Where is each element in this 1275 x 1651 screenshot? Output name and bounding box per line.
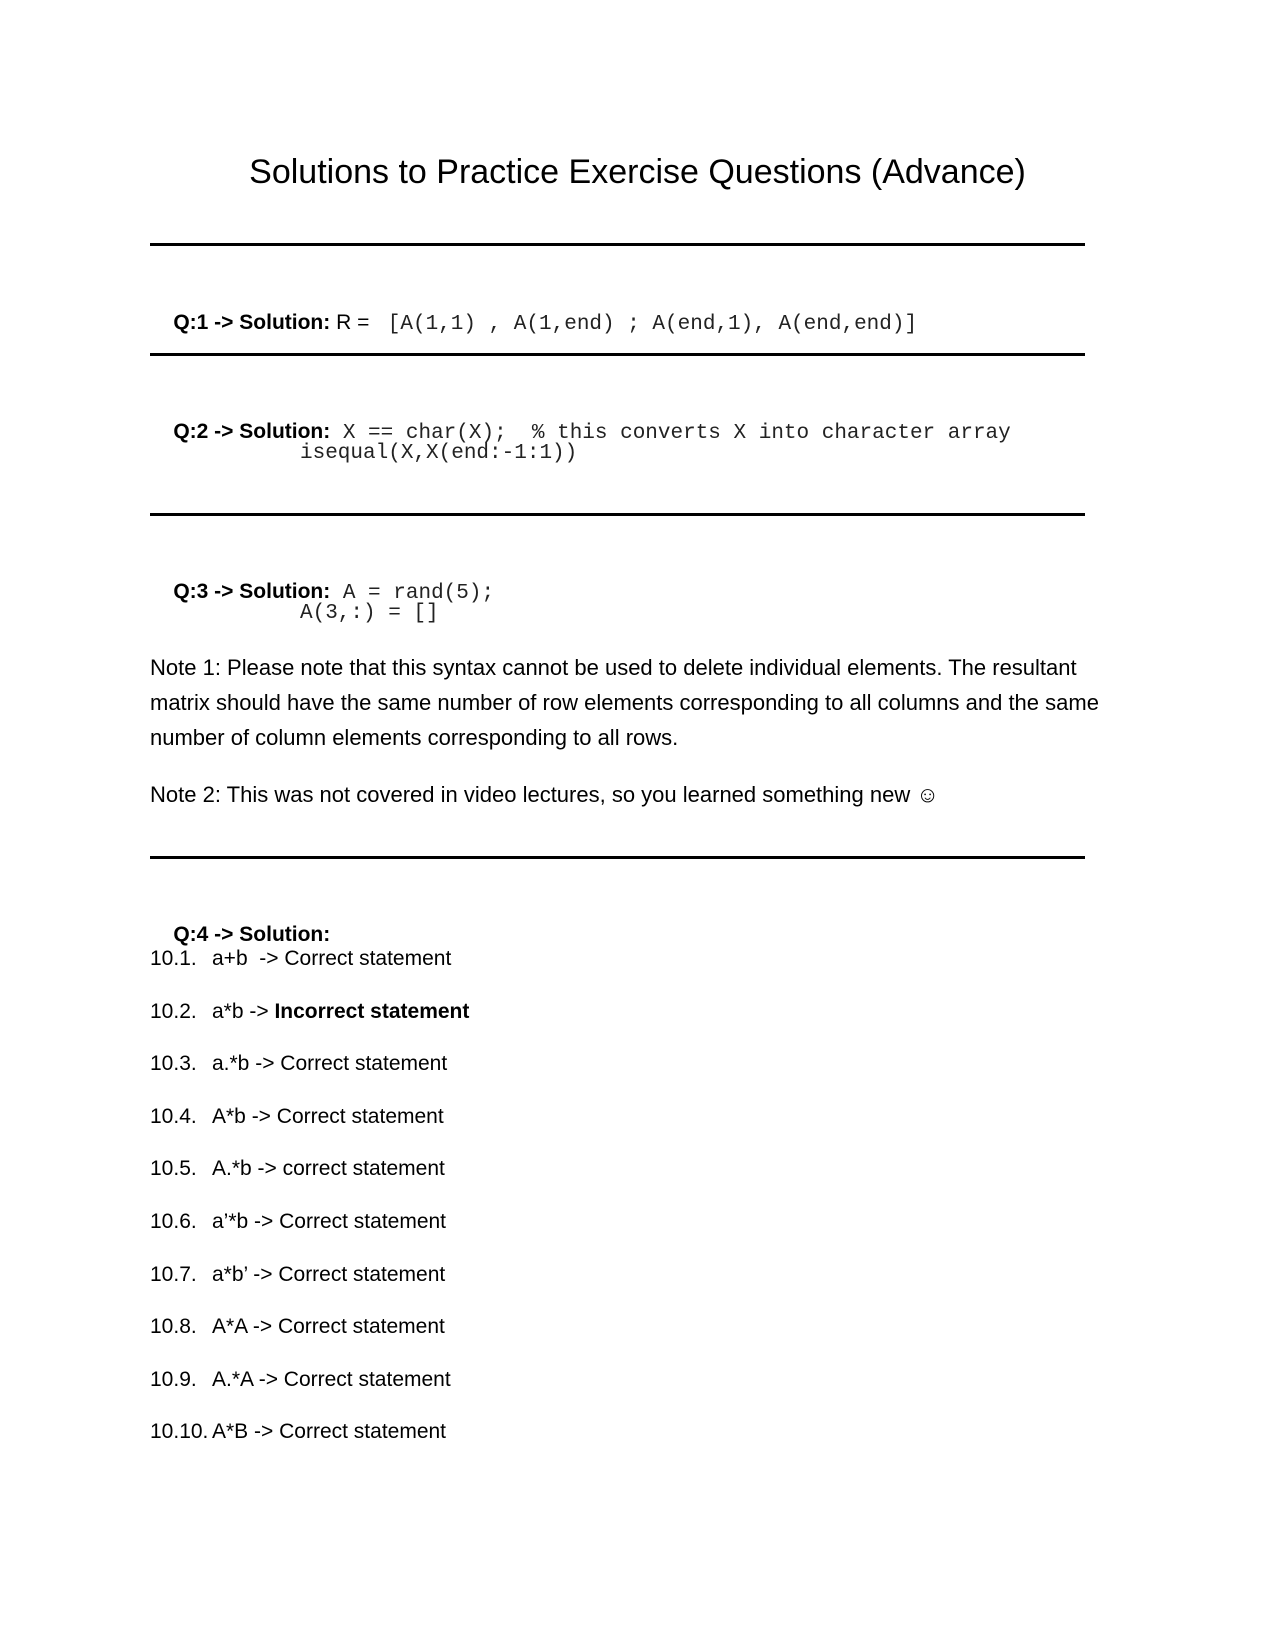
q3-note-1: Note 1: Please note that this syntax cannot be used to delete individual elements. The resultant matrix should have the same number of row elements corresponding to all columns and the same number of column elements corresponding to all rows. (150, 655, 1099, 750)
list-item-result: Correct statement (280, 1052, 448, 1075)
list-item-expression: A*b -> (212, 1105, 277, 1128)
list-item (150, 998, 469, 1026)
list-item (150, 1418, 446, 1446)
q2-label: Q:2 -> Solution: (173, 420, 331, 443)
list-item-result: Correct statement (277, 1315, 445, 1338)
list-item (150, 1208, 446, 1236)
list-item-result: Correct statement (279, 1420, 447, 1443)
list-item (150, 1103, 444, 1131)
list-item-expression: a.*b -> (212, 1052, 281, 1075)
list-item-number: 10.10. (150, 1420, 209, 1443)
list-item-expression: A*A -> (212, 1315, 278, 1338)
q2-solution (150, 390, 1011, 476)
list-item-expression: a*b’ -> (212, 1263, 279, 1286)
separator-rule (150, 353, 1085, 356)
list-item-expression: A.*b -> (212, 1157, 283, 1180)
document-title: Solutions to Practice Exercise Questions (Advance) (249, 153, 1026, 191)
list-item-number: 10.8. (150, 1315, 197, 1338)
list-item-number: 10.3. (150, 1052, 197, 1075)
q3-note-2: Note 2: This was not covered in video lectures, so you learned something new ☺ (150, 782, 939, 807)
list-item (150, 1261, 445, 1289)
list-item-expression: A*B -> (212, 1420, 280, 1443)
list-item (150, 1155, 445, 1183)
separator-rule (150, 856, 1085, 859)
list-item-result: Correct statement (276, 1105, 444, 1128)
list-item-result: Correct statement (284, 947, 452, 970)
q3-code-line-2: A(3,:) = [] (300, 602, 439, 625)
list-item-result: Correct statement (279, 1210, 447, 1233)
list-item-result: Correct statement (283, 1368, 451, 1391)
list-item-expression: a+b -> (212, 947, 285, 970)
list-item-result: Correct statement (278, 1263, 446, 1286)
list-item-result: Incorrect statement (274, 1000, 470, 1023)
q2-code-line-2: isequal(X,X(end:-1:1)) (300, 442, 578, 465)
list-item (150, 1313, 445, 1341)
list-item (150, 1050, 447, 1078)
list-item (150, 1366, 451, 1394)
separator-rule (150, 243, 1085, 246)
list-item-number: 10.4. (150, 1105, 197, 1128)
separator-rule (150, 513, 1085, 516)
q4-label: Q:4 -> Solution: (173, 923, 331, 946)
q1-label: Q:1 -> Solution: (173, 311, 331, 334)
q3-label: Q:3 -> Solution: (173, 580, 331, 603)
q3-code-line-1: A = rand(5); (330, 582, 495, 605)
list-item-expression: A.*A -> (212, 1368, 284, 1391)
list-item-expression: a*b -> (212, 1000, 275, 1023)
list-item (150, 945, 451, 973)
list-item-number: 10.6. (150, 1210, 197, 1233)
list-item-expression: a’*b -> (212, 1210, 280, 1233)
list-item-number: 10.2. (150, 1000, 197, 1023)
list-item-number: 10.9. (150, 1368, 197, 1391)
q1-code: [A(1,1) , A(1,end) ; A(end,1), A(end,end)] (375, 313, 918, 336)
list-item-number: 10.5. (150, 1157, 197, 1180)
list-item-number: 10.7. (150, 1263, 197, 1286)
list-item-result: correct statement (282, 1157, 445, 1180)
q2-code-line-1: X == char(X); % this converts X into character array (330, 422, 1011, 445)
list-item-number: 10.1. (150, 947, 197, 970)
q1-prefix: R = (330, 311, 376, 334)
